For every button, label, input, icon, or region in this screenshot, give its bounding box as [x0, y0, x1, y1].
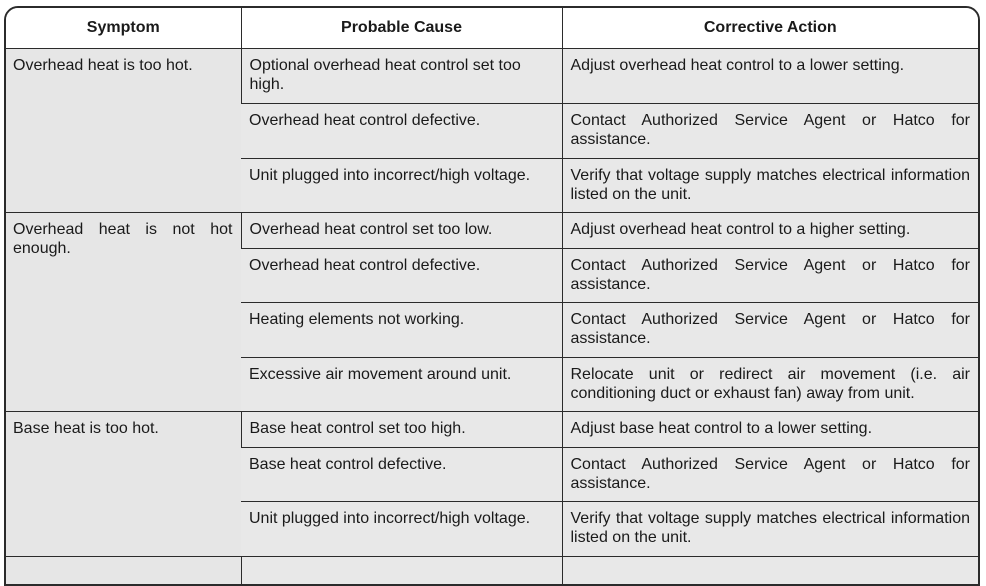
table-row [6, 412, 978, 448]
action-cell: Contact Authorized Service Agent or Hatco for assistance. [562, 303, 978, 358]
cause-cell: Base heat control defective. [241, 448, 562, 502]
action-cell: Contact Authorized Service Agent or Hatco for assistance. [562, 104, 978, 159]
cause-cell: Heating elements not working. [241, 303, 562, 358]
cause-cell: Unit plugged into incorrect/high voltage. [241, 502, 562, 557]
action-cell: Adjust base heat control to a lower setting. [562, 412, 978, 448]
troubleshooting-table [6, 8, 978, 586]
cause-cell: Optional overhead heat control set too high. [241, 49, 562, 104]
table-row [6, 213, 978, 249]
symptom-cell: Overhead heat is not hot enough. [6, 213, 241, 412]
action-cell: Adjust overhead heat control to a higher setting. [562, 213, 978, 249]
action-cell: Relocate unit or redirect air movement (i.e. air conditioning duct or exhaust fan) away from unit. [562, 358, 978, 412]
symptom-cell: Overhead heat is too hot. [6, 49, 241, 213]
header-probable-cause: Probable Cause [241, 8, 562, 49]
cause-cell: Overhead heat control defective. [241, 104, 562, 159]
header-row [6, 8, 978, 49]
action-cell: Contact Authorized Service Agent or Hatco for assistance. [562, 249, 978, 303]
action-cell: Contact Authorized Service Agent or Hatco for assistance. [562, 448, 978, 502]
cause-cell: Unit plugged into incorrect/high voltage. [241, 159, 562, 213]
table-row [6, 49, 978, 104]
header-corrective-action: Corrective Action [562, 8, 978, 49]
action-cell: Adjust overhead heat control to a lower setting. [562, 49, 978, 104]
action-cell: Verify that voltage supply matches electrical information listed on the unit. [562, 159, 978, 213]
cause-cell: Excessive air movement around unit. [241, 358, 562, 412]
cause-cell: Overhead heat control set too low. [241, 213, 562, 249]
action-cell: Verify that voltage supply matches electrical information listed on the unit. [562, 502, 978, 557]
header-symptom: Symptom [6, 8, 241, 49]
cause-cell: Overhead heat control defective. [241, 249, 562, 303]
cause-cell: Base heat control set too high. [241, 412, 562, 448]
symptom-cell: Base heat is too hot. [6, 412, 241, 557]
troubleshooting-table-frame [4, 6, 980, 586]
